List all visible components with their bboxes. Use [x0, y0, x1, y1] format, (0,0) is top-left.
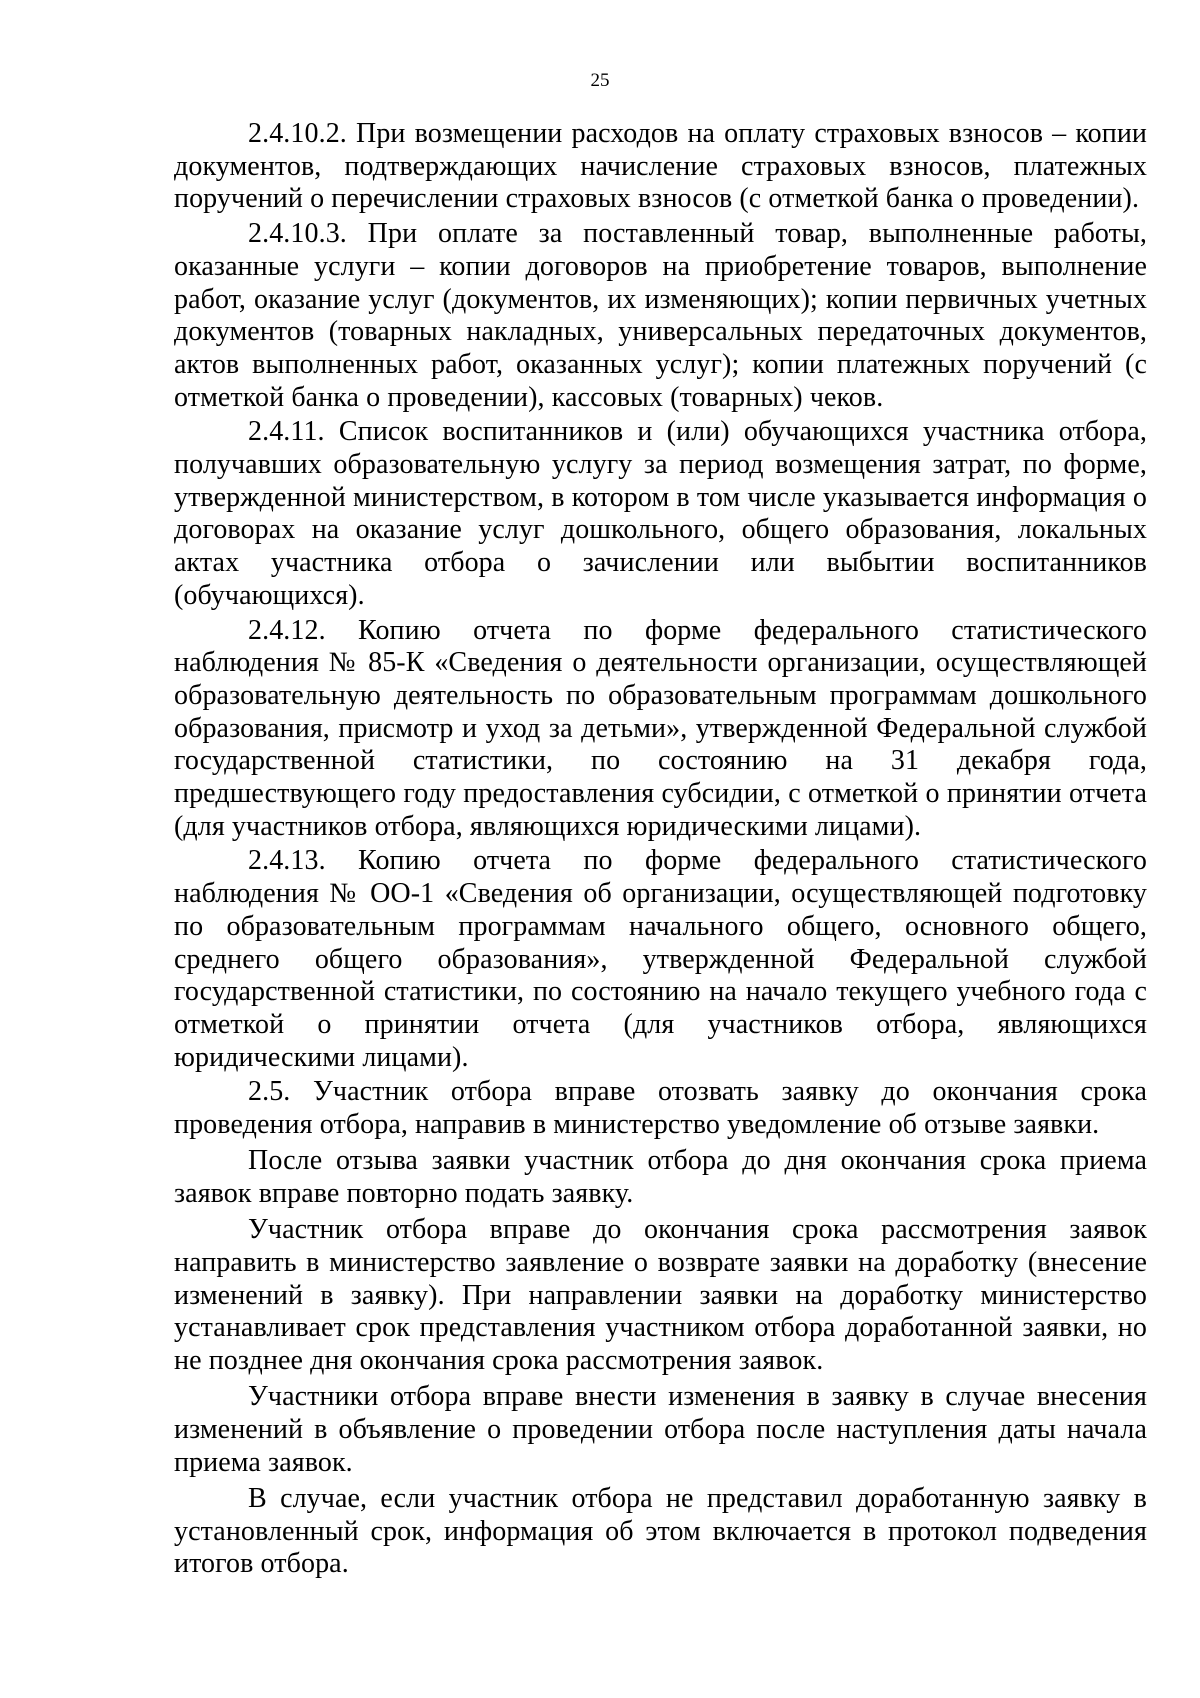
paragraph-2-4-11: 2.4.11. Список воспитанников и (или) обучающихся участника отбора, получавших образовательную услугу за период возмещения затрат, по форме, утвержденной министерством, в котором в том числе указывается информация о договорах на оказание услуг дошкольного, общего образования, локальных актах участника отбора о зачислении или выбытии воспитанников (обучающихся). [174, 416, 1147, 611]
paragraph-withdrawal-resubmit: После отзыва заявки участник отбора до дня окончания срока приема заявок вправе повторно подать заявку. [174, 1145, 1147, 1209]
paragraph-2-4-12: 2.4.12. Копию отчета по форме федерального статистического наблюдения № 85-К «Сведения о деятельности организации, осуществляющей образовательную деятельность по образовательным программам дошкольного образования, присмотр и уход за детьми», утвержденной Федеральной службой государственной статистики, по состоянию на 31 декабря года, предшествующего году предоставления субсидии, с отметкой о принятии отчета (для участников отбора, являющихся юридическими лицами). [174, 614, 1147, 842]
paragraph-revision-not-submitted: В случае, если участник отбора не представил доработанную заявку в установленный срок, информация об этом включается в протокол подведения итогов отбора. [174, 1482, 1147, 1580]
paragraph-2-4-10-2: 2.4.10.2. При возмещении расходов на оплату страховых взносов – копии документов, подтверждающих начисление страховых взносов, платежных поручений о перечислении страховых взносов (с отметкой банка о проведении). [174, 118, 1147, 215]
paragraph-2-4-13: 2.4.13. Копию отчета по форме федерального статистического наблюдения № ОО-1 «Сведения об организации, осуществляющей подготовку по образовательным программам начального общего, основного общего, среднего общего образования», утвержденной Федеральной службой государственной статистики, по состоянию на начало текущего учебного года с отметкой о принятии отчета (для участников отбора, являющихся юридическими лицами). [174, 845, 1147, 1073]
paragraph-changes-to-application: Участники отбора вправе внести изменения в заявку в случае внесения изменений в объявление о проведении отбора после наступления даты начала приема заявок. [174, 1381, 1147, 1478]
document-body [174, 118, 1147, 1583]
paragraph-return-for-revision: Участник отбора вправе до окончания срока рассмотрения заявок направить в министерство заявление о возврате заявки на доработку (внесение изменений в заявку). При направлении заявки на доработку министерство устанавливает срок представления участником отбора доработанной заявки, но не позднее дня окончания срока рассмотрения заявок. [174, 1214, 1147, 1377]
paragraph-2-5: 2.5. Участник отбора вправе отозвать заявку до окончания срока проведения отбора, направив в министерство уведомление об отзыве заявки. [174, 1076, 1147, 1141]
paragraph-2-4-10-3: 2.4.10.3. При оплате за поставленный товар, выполненные работы, оказанные услуги – копии договоров на приобретение товаров, выполнение работ, оказание услуг (документов, их изменяющих); копии первичных учетных документов (товарных накладных, универсальных передаточных документов, актов выполненных работ, оказанных услуг); копии платежных поручений (с отметкой банка о проведении), кассовых (товарных) чеков. [174, 218, 1147, 413]
page-number: 25 [590, 70, 610, 91]
